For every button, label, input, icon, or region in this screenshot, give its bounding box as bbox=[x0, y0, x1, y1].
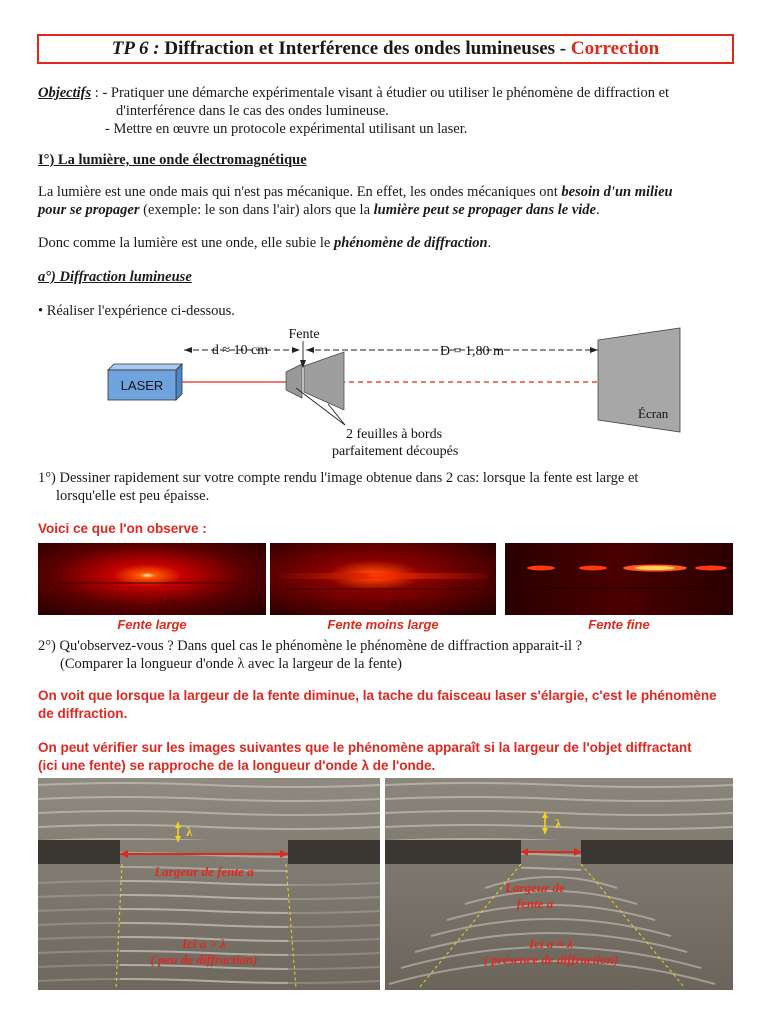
answer2-line2: (ici une fente) se rapproche de la longueur d'onde λ de l'onde. bbox=[38, 758, 436, 773]
objectifs-block bbox=[38, 84, 738, 138]
answer1-line2: de diffraction. bbox=[38, 706, 128, 721]
s1-para2-a: Donc comme la lumière est une onde, elle subie le bbox=[38, 235, 334, 251]
cond-right-2: ( présence de diffraction) bbox=[483, 952, 619, 967]
wave-photo-right bbox=[385, 778, 733, 990]
s1-text-a: La lumière est une onde mais qui n'est pas mécanique. En effet, les ondes mécaniques ont bbox=[38, 184, 562, 200]
photo-fente-fine bbox=[505, 543, 733, 615]
wave-photo-left bbox=[38, 778, 380, 990]
d-label: d ≈ 10 cm bbox=[211, 343, 269, 358]
objectifs-label: Objectifs bbox=[38, 85, 92, 101]
s1-text-e: lumière peut se propager dans le vide bbox=[373, 202, 596, 218]
laser-label: LASER bbox=[120, 378, 164, 393]
answer1 bbox=[38, 687, 738, 723]
subsection-a-heading: a°) Diffraction lumineuse bbox=[38, 269, 192, 285]
s1-text-c: pour se propager bbox=[38, 202, 140, 218]
photo-mark-1: 1 cm bbox=[158, 597, 180, 608]
s1-text-f: . bbox=[595, 202, 600, 218]
title-main: Diffraction et Interférence des ondes lumineuses - bbox=[159, 38, 571, 59]
screen-label: Écran bbox=[638, 406, 669, 421]
s1-text-d: (exemple: le son dans l'air) alors que la bbox=[139, 202, 374, 218]
photo-fente-large bbox=[38, 543, 266, 615]
answer2-line1: On peut vérifier sur les images suivantes que le phénomène apparaît si la largeur de l'objet diffractant bbox=[38, 740, 692, 755]
lambda-left: λ bbox=[186, 824, 193, 839]
width-label-right-1: Largeur de bbox=[505, 880, 565, 895]
objectif-1-cont: d'interférence dans le cas des ondes lumineuse. bbox=[116, 103, 389, 119]
question1-line1: 1°) Dessiner rapidement sur votre compte rendu l'image obtenue dans 2 cas: lorsque la fente est large et bbox=[38, 470, 639, 486]
title-tp: TP 6 : bbox=[111, 38, 160, 59]
s1-text-b: besoin d'un milieu bbox=[561, 184, 673, 200]
question2-line2: (Comparer la longueur d'onde λ avec la largeur de la fente) bbox=[60, 656, 402, 672]
fente-label: Fente bbox=[288, 327, 320, 342]
title-correction: Correction bbox=[570, 38, 660, 59]
caption-fente-moins-large: Fente moins large bbox=[327, 617, 439, 632]
photo-mark-3: 10 cm bbox=[615, 597, 643, 608]
lambda-right: λ bbox=[555, 816, 562, 831]
photo-fente-moins-large bbox=[270, 543, 496, 615]
question1-line2: lorsqu'elle est peu épaisse. bbox=[56, 488, 210, 504]
D-label: D = 1,80 m bbox=[440, 344, 504, 359]
section1-heading: I°) La lumière, une onde électromagnétique bbox=[38, 152, 307, 168]
feuilles-label-1: 2 feuilles à bords bbox=[346, 427, 443, 442]
sheet-2 bbox=[304, 352, 344, 410]
s1-para2-c: . bbox=[487, 235, 492, 251]
section1-para2 bbox=[38, 234, 491, 252]
answer2 bbox=[38, 739, 738, 775]
observe-label: Voici ce que l'on observe : bbox=[38, 521, 207, 536]
section1-para1 bbox=[38, 183, 738, 219]
answer1-line1: On voit que lorsque la largeur de la fente diminue, la tache du faisceau laser s'élargie, c'est le phénomène bbox=[38, 688, 717, 703]
caption-fente-fine: Fente fine bbox=[588, 617, 650, 632]
sheet-1 bbox=[286, 364, 302, 398]
question2-line1: 2°) Qu'observez-vous ? Dans quel cas le phénomène le phénomène de diffraction apparait-il ? bbox=[38, 638, 583, 654]
objectif-2: - Mettre en œuvre un protocole expérimental utilisant un laser. bbox=[105, 121, 468, 137]
page-title bbox=[37, 34, 734, 64]
cond-left-2: ( peu de diffraction) bbox=[150, 952, 258, 967]
experiment-bullet: • Réaliser l'expérience ci-dessous. bbox=[38, 303, 235, 319]
width-label-right-2: fente a bbox=[516, 896, 554, 911]
feuilles-label-2: parfaitement découpés bbox=[332, 444, 459, 459]
objectifs-sep: : bbox=[91, 85, 103, 101]
objectif-1: - Pratiquer une démarche expérimentale visant à étudier ou utiliser le phénomène de diffraction et bbox=[102, 85, 670, 101]
photo-mark-2: 10 cm bbox=[388, 599, 416, 610]
question1 bbox=[38, 469, 738, 505]
cond-left-1: Ici a > λ bbox=[182, 936, 226, 951]
caption-fente-large: Fente large bbox=[117, 617, 187, 632]
laser-box bbox=[108, 364, 182, 400]
experiment-diagram bbox=[100, 322, 700, 462]
s1-para2-b: phénomène de diffraction bbox=[333, 235, 488, 251]
width-label-left: Largeur de fente a bbox=[154, 864, 254, 879]
question2 bbox=[38, 637, 738, 673]
cond-right-1: Ici a ≈ λ bbox=[529, 936, 573, 951]
